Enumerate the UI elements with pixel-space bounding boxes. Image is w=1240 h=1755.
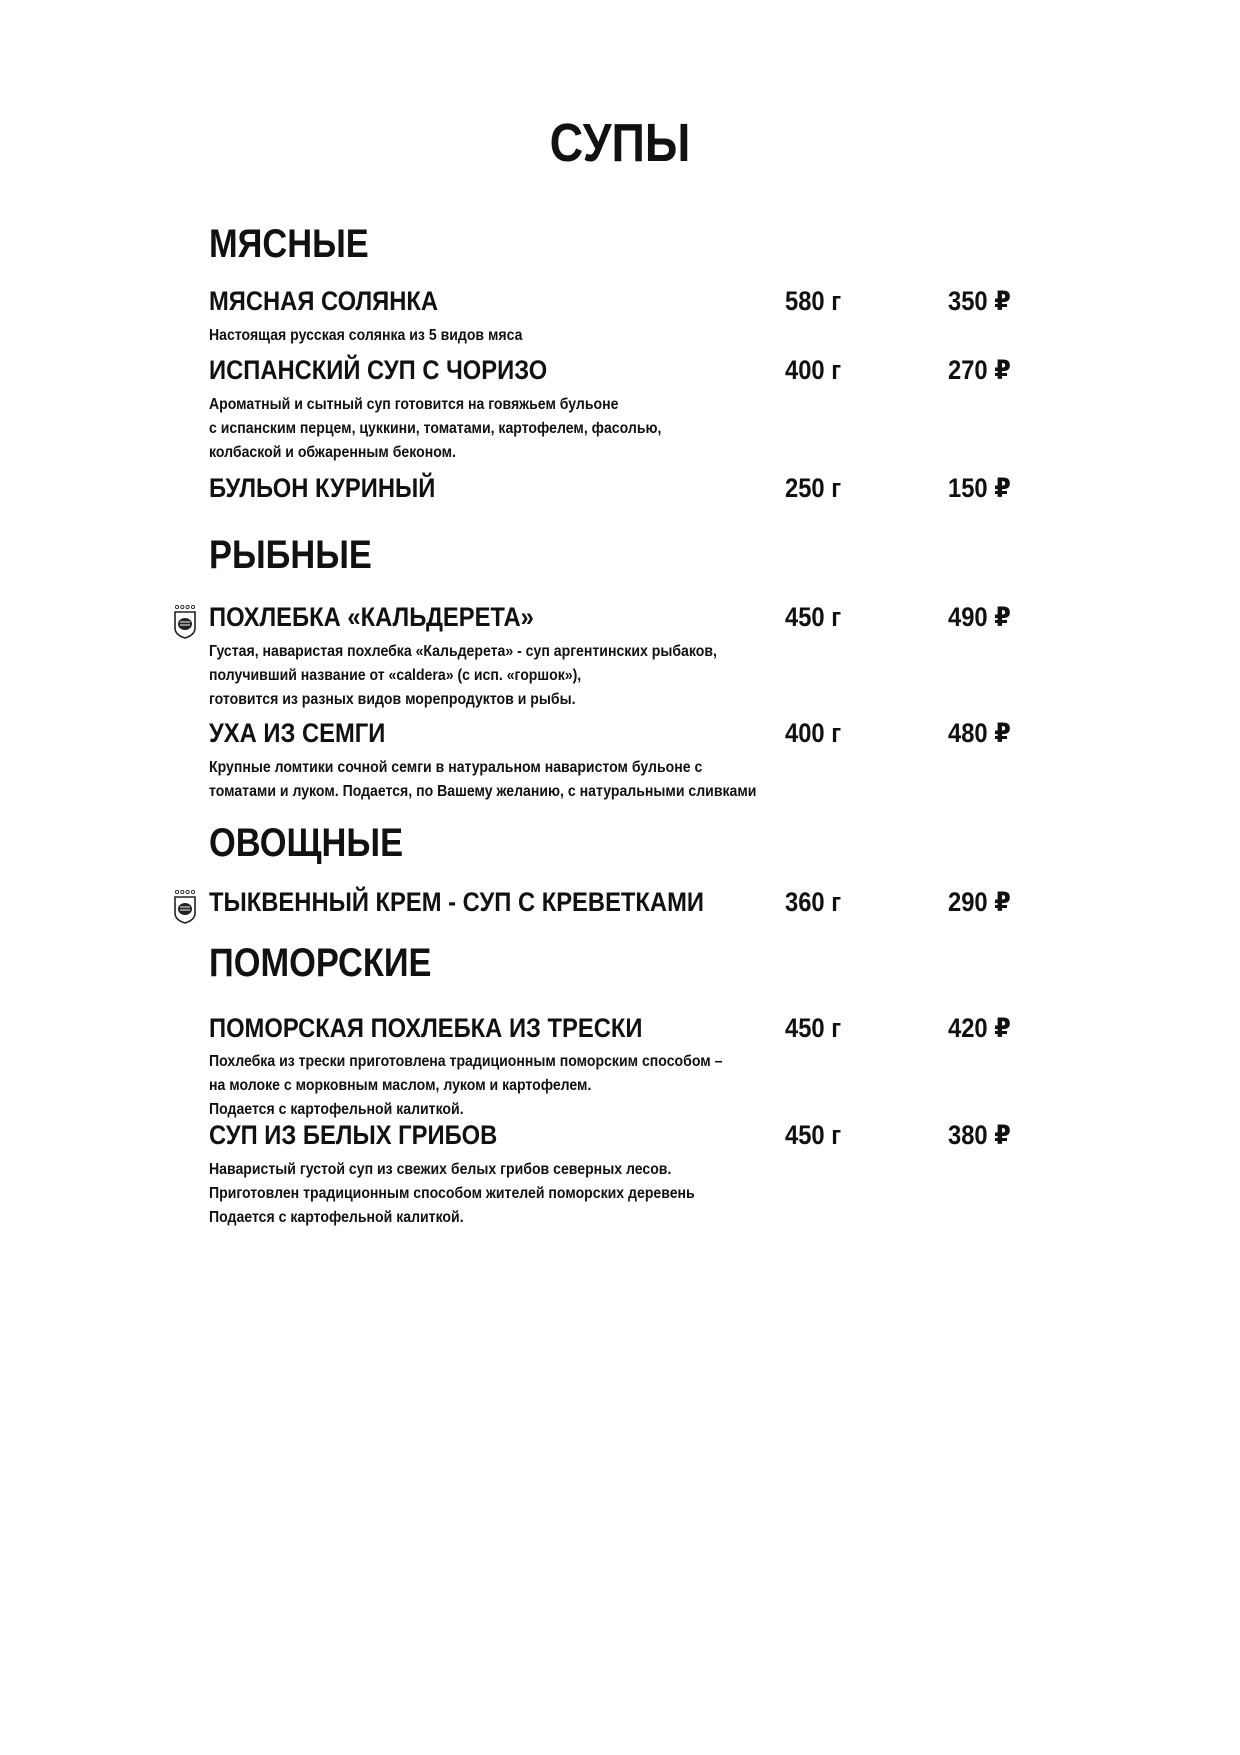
- chef-recommendation-icon: [172, 604, 198, 640]
- dish-weight: 450 г: [785, 602, 842, 632]
- dish-weight: 400 г: [785, 355, 842, 385]
- dish-description: [209, 1050, 722, 1122]
- dish-name: УХА ИЗ СЕМГИ: [209, 718, 386, 748]
- dish-description-line: Приготовлен традиционным способом жителей поморских деревень: [209, 1185, 695, 1202]
- dish-name: СУП ИЗ БЕЛЫХ ГРИБОВ: [209, 1120, 498, 1150]
- dish-description-line: Подается с картофельной калиткой.: [209, 1101, 464, 1118]
- section-title-meat: МЯСНЫЕ: [209, 222, 369, 266]
- dish-price: 420 ₽: [948, 1013, 1011, 1043]
- section-title-vegetable: ОВОЩНЫЕ: [209, 821, 404, 865]
- dish-description-line: Густая, наваристая похлебка «Кальдерета» - суп аргентинских рыбаков,: [209, 643, 717, 660]
- dish-description-line: готовится из разных видов морепродуктов и рыбы.: [209, 691, 576, 708]
- dish-description-line: Наваристый густой суп из свежих белых грибов северных лесов.: [209, 1161, 672, 1178]
- chef-recommendation-icon: [172, 889, 198, 925]
- dish-name: ТЫКВЕННЫЙ КРЕМ - СУП С КРЕВЕТКАМИ: [209, 887, 704, 917]
- dish-description: [209, 393, 661, 465]
- dish-description: [209, 324, 522, 348]
- dish-price: 150 ₽: [948, 473, 1011, 503]
- dish-description-line: томатами и луком. Подается, по Вашему желанию, с натуральными сливками: [209, 783, 757, 800]
- dish-price: 290 ₽: [948, 887, 1011, 917]
- dish-weight: 580 г: [785, 286, 842, 316]
- dish-description-line: получивший название от «caldera» (с исп. «горшок»),: [209, 667, 582, 684]
- dish-description-line: Настоящая русская солянка из 5 видов мяса: [209, 327, 523, 344]
- dish-description-line: Похлебка из трески приготовлена традиционным поморским способом –: [209, 1053, 723, 1070]
- dish-weight: 360 г: [785, 887, 842, 917]
- dish-price: 490 ₽: [948, 602, 1011, 632]
- dish-weight: 450 г: [785, 1120, 842, 1150]
- dish-weight: 250 г: [785, 473, 842, 503]
- dish-description-line: Ароматный и сытный суп готовится на говяжьем бульоне: [209, 396, 619, 413]
- dish-price: 380 ₽: [948, 1120, 1011, 1150]
- dish-description: [209, 640, 717, 712]
- section-title-fish: РЫБНЫЕ: [209, 533, 372, 577]
- dish-name: ПОМОРСКАЯ ПОХЛЕБКА ИЗ ТРЕСКИ: [209, 1013, 643, 1043]
- dish-name: ПОХЛЕБКА «КАЛЬДЕРЕТА»: [209, 602, 534, 632]
- dish-name: БУЛЬОН КУРИНЫЙ: [209, 473, 436, 503]
- dish-name: МЯСНАЯ СОЛЯНКА: [209, 286, 439, 316]
- dish-description-line: с испанским перцем, цуккини, томатами, картофелем, фасолью,: [209, 420, 662, 437]
- dish-description-line: на молоке с морковным маслом, луком и картофелем.: [209, 1077, 592, 1094]
- dish-description: [209, 756, 756, 804]
- dish-price: 480 ₽: [948, 718, 1011, 748]
- dish-price: 270 ₽: [948, 355, 1011, 385]
- dish-description-line: Крупные ломтики сочной семги в натуральном наваристом бульоне с: [209, 759, 703, 776]
- dish-weight: 400 г: [785, 718, 842, 748]
- dish-price: 350 ₽: [948, 286, 1011, 316]
- dish-description-line: Подается с картофельной калиткой.: [209, 1209, 464, 1226]
- page-title: СУПЫ: [549, 113, 691, 173]
- dish-description: [209, 1158, 695, 1230]
- section-title-pomor: ПОМОРСКИЕ: [209, 941, 432, 985]
- dish-weight: 450 г: [785, 1013, 842, 1043]
- dish-description-line: колбаской и обжаренным беконом.: [209, 444, 456, 461]
- dish-name: ИСПАНСКИЙ СУП С ЧОРИЗО: [209, 355, 548, 385]
